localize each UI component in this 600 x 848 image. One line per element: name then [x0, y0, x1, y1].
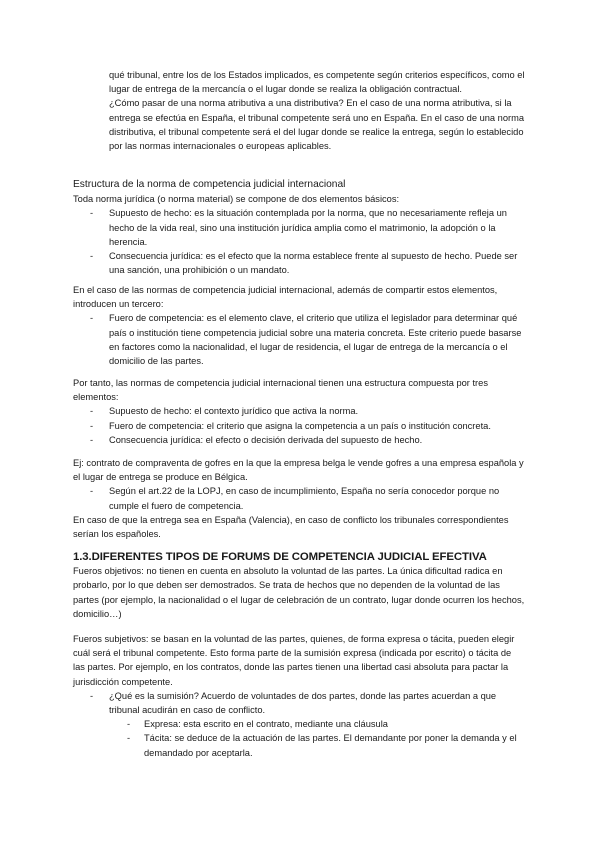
subheading: Estructura de la norma de competencia judicial internacional: [73, 179, 346, 190]
bullet-dash: -: [90, 690, 94, 701]
bullet-dash: -: [90, 486, 94, 497]
paragraph: qué tribunal, entre los de los Estados implicados, es competente según criterios específicos, como el lugar de entrega de la mercancía o el lugar donde se realiza la obligación contractual.: [109, 70, 525, 95]
bullet-dash: -: [90, 251, 94, 262]
list-item: [73, 433, 525, 447]
list-item-text: Consecuencia jurídica: es el efecto que la norma establece frente al supuesto de hecho. Puede ser una sanción, una prohibición o un mandato.: [109, 251, 518, 276]
section-heading: 1.3.DIFERENTES TIPOS DE FORUMS DE COMPETENCIA JUDICIAL EFECTIVA: [73, 551, 487, 563]
list-item-text: Consecuencia jurídica: el efecto o decisión derivada del supuesto de hecho.: [109, 434, 423, 445]
tercero-section: [73, 283, 525, 368]
estructura-section: [73, 178, 525, 277]
bullet-dash: -: [90, 406, 94, 417]
paragraph: ¿Cómo pasar de una norma atributiva a una distributiva? En el caso de una norma atributiva, si la entrega se efectúa en España, el tribunal competente será uno en España. En el caso de una norma distributiva, el tribunal competente será el del lugar donde se realice la entrega, según lo establecido por las normas internacionales o europeas aplicables.: [109, 98, 525, 152]
list-item-text: Fuero de competencia: el criterio que asigna la competencia a un país o institución concreta.: [109, 420, 491, 431]
list-item: [73, 249, 525, 277]
list-item-text: Supuesto de hecho: es la situación contemplada por la norma, que no necesariamente refleja un hecho de la vida real, sino una institución jurídica amplia como el matrimonio, la adopción o la herencia.: [109, 208, 507, 247]
list-item-text: Tácita: se deduce de la actuación de las partes. El demandante por poner la demanda y el demandado por aceptarla.: [144, 733, 517, 758]
list-item: [73, 484, 525, 512]
list-item-text: ¿Qué es la sumisión? Acuerdo de voluntades de dos partes, donde las partes acuerdan a que tribunal acudirán en caso de conflicto.: [109, 690, 497, 716]
paragraph: Por tanto, las normas de competencia judicial internacional tienen una estructura compuesta por tres elementos:: [73, 378, 488, 403]
list-item: [73, 419, 525, 433]
paragraph: Ej: contrato de compraventa de gofres en la que la empresa belga le vende gofres a una empresa española y el lugar de entrega se produce en Bélgica.: [73, 458, 524, 483]
list-item-text: Según el art.22 de la LOPJ, en caso de incumplimiento, España no sería conocedor porque no cumple el fuero de competencia.: [109, 486, 500, 511]
paragraph: En el caso de las normas de competencia judicial internacional, además de compartir estos elementos, introducen un tercero:: [73, 285, 498, 310]
list-item-text: Supuesto de hecho: el contexto jurídico que activa la norma.: [109, 406, 359, 417]
list-item-text: Expresa: esta escrito en el contrato, mediante una cláusula: [144, 719, 388, 730]
paragraph: En caso de que la entrega sea en España (Valencia), en caso de conflicto los tribunales correspondientes serían los españoles.: [73, 514, 509, 540]
intro-section: [73, 68, 525, 153]
sub-list-item: [73, 731, 525, 759]
paragraph: Fueros subjetivos: se basan en la voluntad de las partes, quienes, de forma expresa o tácita, pueden elegir cuál será el tribunal competente. Esto forma parte de la sumisión expresa (indicada por escrito) o tácita de las partes. Por ejemplo, en los contratos, donde las partes tienen una libertad casi absoluta para pactar la jurisdicción competente.: [73, 634, 515, 687]
subjetivos-section: [73, 632, 525, 760]
list-item: [73, 206, 525, 249]
paragraph: Toda norma jurídica (o norma material) se compone de dos elementos básicos:: [73, 194, 400, 205]
bullet-dash: -: [90, 434, 94, 445]
sub-list-item: [73, 717, 525, 731]
list-item-text: Fuero de competencia: es el elemento clave, el criterio que utiliza el legislador para determinar qué país o institución tiene competencia judicial sobre una materia concreta. Este criterio puede basarse en factores como la nacionalidad, el lugar de residencia, el lugar de entrega de la mercancía o el domicilio de las partes.: [109, 313, 522, 367]
list-item: [73, 311, 525, 368]
bullet-dash: -: [90, 313, 94, 324]
paragraph: Fueros objetivos: no tienen en cuenta en absoluto la voluntad de las partes. La única dificultad radica en probarlo, por lo que deben ser demostrados. Se trata de hechos que no dependen de la voluntad de las partes (por ejemplo, la nacionalidad o el lugar de celebración de un contrato, lugar donde ocurren los hechos, domicilio…): [73, 566, 525, 619]
list-item: [73, 404, 525, 418]
bullet-dash: -: [90, 420, 94, 431]
bullet-dash: -: [127, 733, 131, 744]
compuesta-section: [73, 376, 525, 447]
bullet-dash: -: [90, 208, 94, 219]
ejemplo-section: [73, 456, 525, 541]
list-item: [73, 689, 525, 717]
bullet-dash: -: [127, 719, 131, 730]
section-1-3: [73, 550, 525, 621]
